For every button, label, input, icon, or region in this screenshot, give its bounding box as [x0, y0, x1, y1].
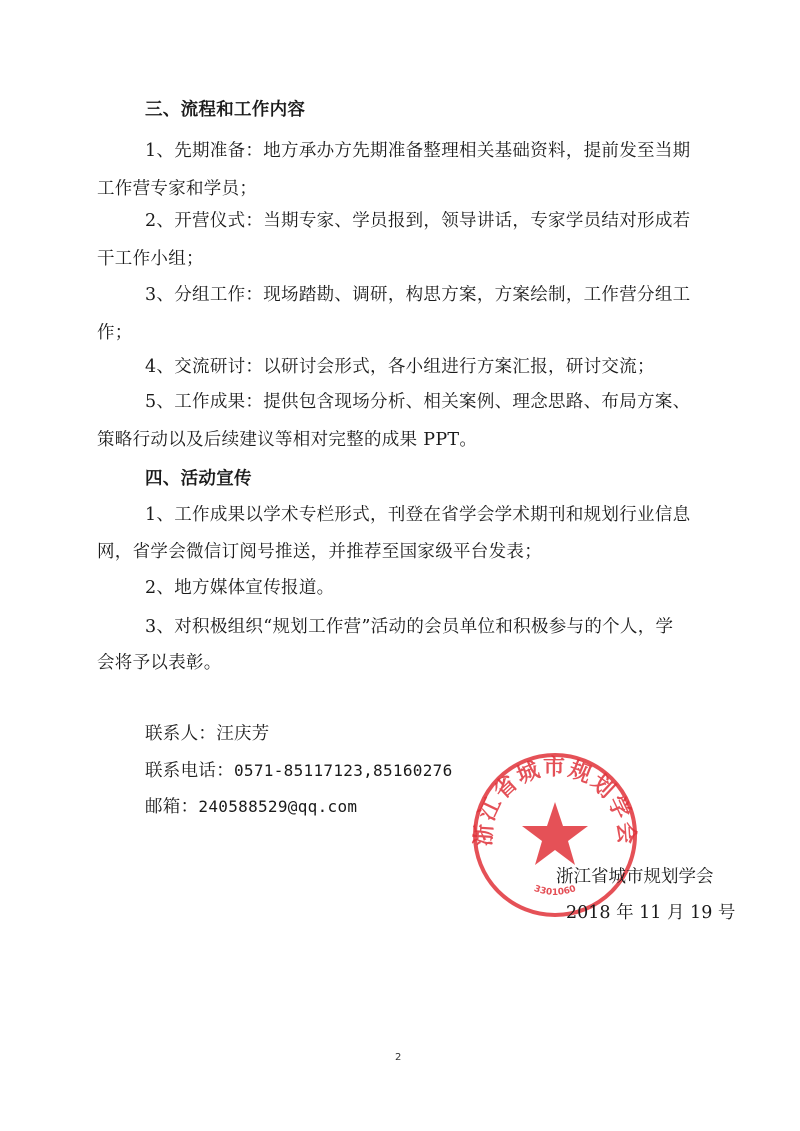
section3-item3-line2: 作； [97, 323, 133, 343]
contact-phone-number: 0571-85117123,85160276 [234, 761, 453, 780]
contact-person-name: 汪庆芳 [216, 724, 270, 744]
signature-date: 2018 年 11 月 19 号 [566, 903, 736, 923]
section4-item1-line2: 网，省学会微信订阅号推送，并推荐至国家级平台发表； [97, 542, 542, 562]
section3-item4: 4、交流研讨：以研讨会形式，各小组进行方案汇报，研讨交流； [145, 357, 655, 377]
section4-heading: 四、活动宣传 [145, 469, 252, 489]
section3-item5-line2: 策略行动以及后续建议等相对完整的成果 PPT。 [97, 430, 478, 450]
contact-person-label: 联系人： [145, 724, 217, 744]
section4-item1-line1: 1、工作成果以学术专栏形式，刊登在省学会学术期刊和规划行业信息 [145, 505, 691, 525]
section3-item3-line1: 3、分组工作：现场踏勘、调研，构思方案，方案绘制，工作营分组工 [145, 285, 691, 305]
official-seal-icon [470, 750, 640, 920]
section3-item2-line1: 2、开营仪式：当期专家、学员报到，领导讲话，专家学员结对形成若 [145, 211, 691, 231]
section3-heading: 三、流程和工作内容 [145, 100, 306, 120]
section4-item3-line1: 3、对积极组织“规划工作营”活动的会员单位和积极参与的个人，学 [145, 617, 674, 637]
page-number: 2 [395, 1052, 402, 1063]
section3-item1-line1: 1、先期准备：地方承办方先期准备整理相关基础资料，提前发至当期 [145, 141, 691, 161]
contact-email [145, 796, 357, 818]
contact-phone-label: 联系电话： [145, 761, 234, 781]
seal-code: 3301060 [532, 884, 578, 898]
signature-organization: 浙江省城市规划学会 [556, 867, 714, 887]
contact-email-label: 邮箱： [145, 797, 199, 817]
section3-item1-line2: 工作营专家和学员； [97, 179, 258, 199]
contact-email-address: 240588529@qq.com [198, 797, 358, 816]
contact-person [145, 723, 270, 745]
seal-text: 浙江省城市规划学会 [470, 754, 640, 847]
section4-item2: 2、地方媒体宣传报道。 [145, 578, 335, 598]
section3-item2-line2: 干工作小组； [97, 249, 204, 269]
section4-item3-line2: 会将予以表彰。 [97, 653, 222, 673]
section3-item5-line1: 5、工作成果：提供包含现场分析、相关案例、理念思路、布局方案、 [145, 392, 691, 412]
contact-phone [145, 760, 453, 782]
